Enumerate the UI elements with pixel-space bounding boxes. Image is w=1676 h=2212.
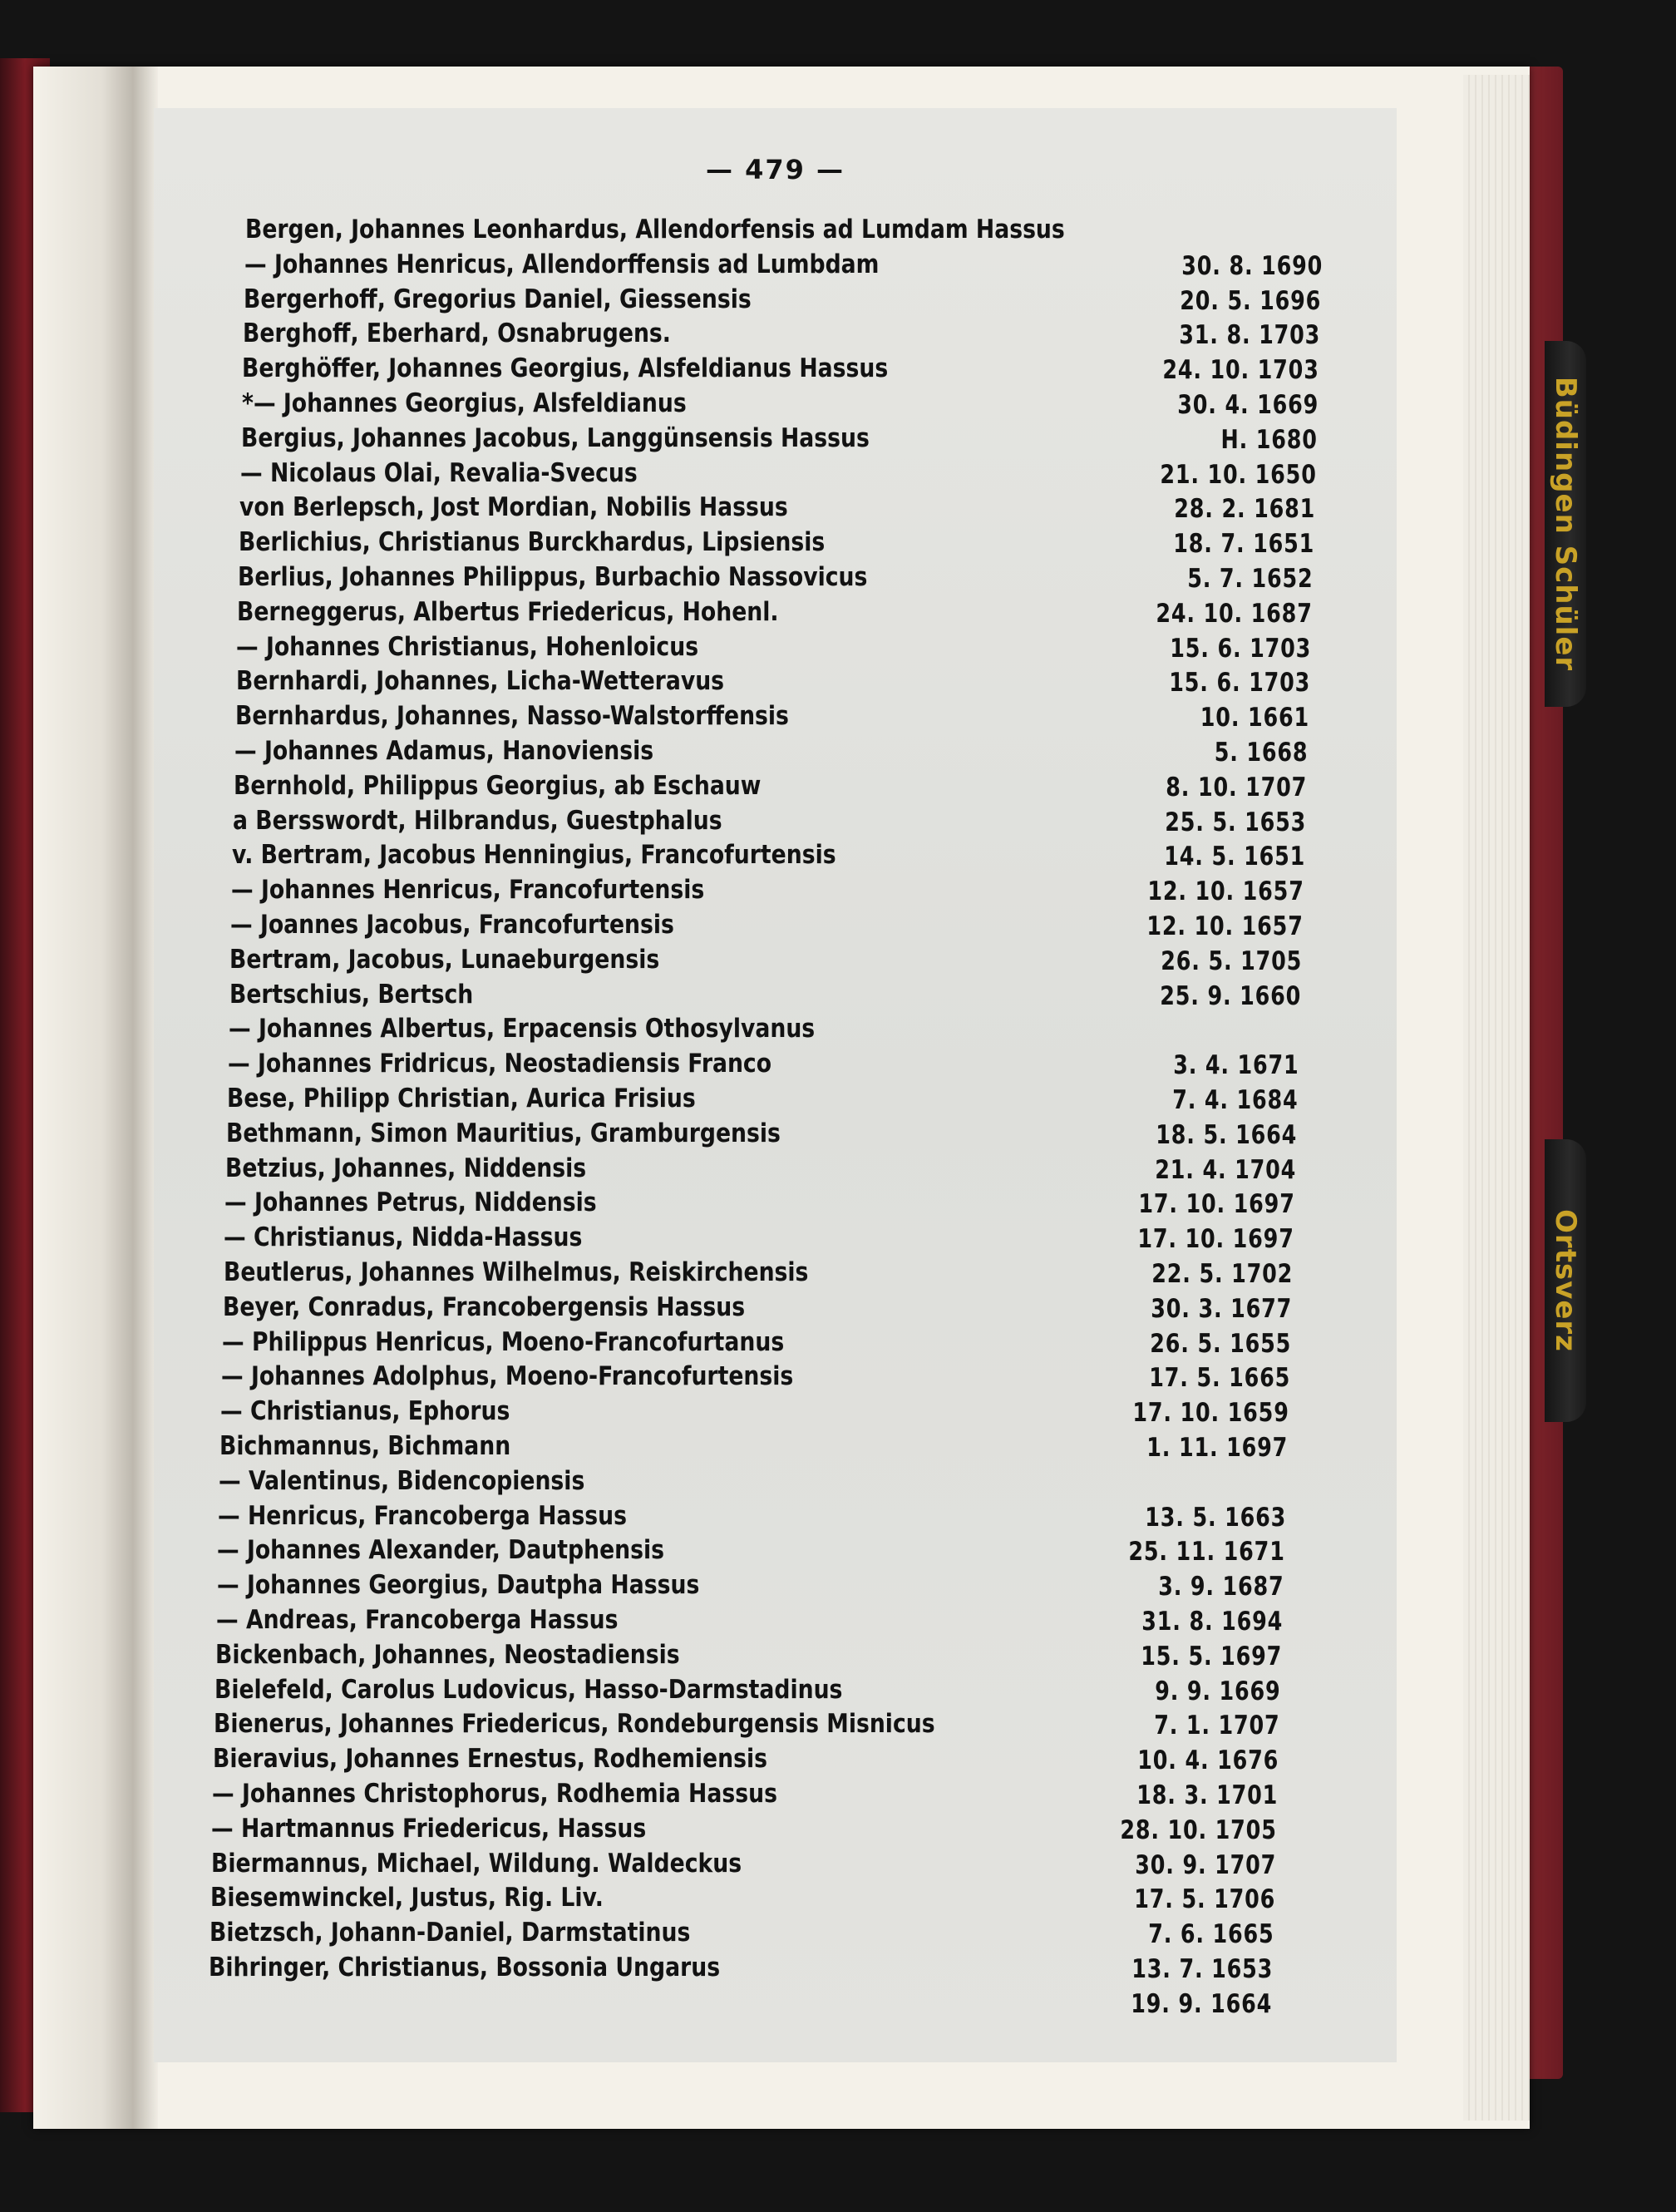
entry-row <box>209 1950 1273 1985</box>
entry-row <box>237 595 1312 630</box>
entry-row <box>236 630 1311 664</box>
entry-name: — Christianus, Nidda-Hassus <box>224 1222 583 1253</box>
entry-date: 18. 7. 1651 <box>1173 529 1315 560</box>
entry-row <box>215 1637 1282 1672</box>
entry-name: Bietzsch, Johann-Daniel, Darmstatinus <box>209 1918 691 1948</box>
entry-row <box>232 837 1305 872</box>
entry-date: 25. 9. 1660 <box>1160 980 1302 1011</box>
entry-date: 3. 9. 1687 <box>1158 1572 1284 1602</box>
entry-date: 30. 3. 1677 <box>1151 1293 1293 1324</box>
entry-name: Berneggerus, Albertus Friedericus, Hohenl. <box>237 596 779 627</box>
entry-name: — Johannes Henricus, Francofurtensis <box>231 875 705 906</box>
entry-row <box>230 907 1303 942</box>
entry-date: 25. 11. 1671 <box>1128 1537 1285 1568</box>
entry-date: 7. 6. 1665 <box>1148 1919 1274 1950</box>
entry-row <box>243 316 1320 351</box>
entry-row <box>233 803 1306 838</box>
entry-date: H. 1680 <box>1220 424 1318 455</box>
entry-row <box>242 386 1319 421</box>
entry-name: — Andreas, Francoberga Hassus <box>215 1605 619 1635</box>
entry-row <box>214 1672 1281 1707</box>
entry-name: Berghöffer, Johannes Georgius, Alsfeldianus Hassus <box>242 353 889 384</box>
entry-row <box>236 664 1311 699</box>
entry-row <box>210 1880 1275 1915</box>
entry-name: a Bersswordt, Hilbrandus, Guestphalus <box>233 805 722 836</box>
index-tab-ortsverz-label: Ortsverz <box>1549 1209 1582 1352</box>
entry-name: — Philippus Henricus, Moeno-Francofurtanus <box>221 1326 784 1357</box>
entry-name: Berghoff, Eberhard, Osnabrugens. <box>243 318 672 349</box>
entry-row <box>216 1602 1284 1637</box>
entry-date: 30. 8. 1690 <box>1181 250 1323 281</box>
entry-name: — Johannes Fridricus, Neostadiensis Franco <box>227 1049 771 1079</box>
entry-row <box>212 1776 1278 1811</box>
entry-date: 28. 2. 1681 <box>1174 494 1316 525</box>
entry-name: Bickenbach, Johannes, Neostadiensis <box>214 1639 680 1670</box>
entry-date: 10. 1661 <box>1200 703 1309 733</box>
entry-row <box>217 1533 1284 1568</box>
entry-date: 1. 11. 1697 <box>1146 1433 1289 1463</box>
entry-row <box>213 1741 1279 1776</box>
entry-name: — Johannes Adolphus, Moeno-Francofurtensis <box>220 1361 794 1392</box>
entry-name: Bienerus, Johannes Friedericus, Rondeburgensis Misnicus <box>214 1709 935 1740</box>
entry-date: 14. 5. 1651 <box>1164 842 1306 872</box>
entry-date: 24. 10. 1687 <box>1156 598 1313 629</box>
entry-row <box>224 1220 1294 1255</box>
entry-row <box>242 351 1319 386</box>
entry-date: 24. 10. 1703 <box>1162 355 1320 386</box>
entry-name: — Johannes Alexander, Dautphensis <box>217 1535 665 1566</box>
entry-name: — Johannes Henricus, Allendorffensis ad Lumbdam <box>244 249 880 279</box>
entry-row <box>210 1915 1274 1950</box>
entry-row <box>208 1985 1272 2020</box>
entry-name: v. Bertram, Jacobus Henningius, Francofurtensis <box>232 840 836 871</box>
entry-name: — Johannes Adamus, Hanoviensis <box>234 736 653 766</box>
entry-name: Bergius, Johannes Jacobus, Langgünsensis Hassus <box>240 422 870 453</box>
page-edge <box>1463 75 1530 2121</box>
entry-date: 3. 4. 1671 <box>1173 1050 1299 1081</box>
entry-name: Bertschius, Bertsch <box>229 979 473 1010</box>
entry-date: 17. 10. 1659 <box>1132 1398 1289 1429</box>
entry-row <box>229 942 1302 977</box>
entry-date: 30. 4. 1669 <box>1177 390 1319 420</box>
entry-name: Bieravius, Johannes Ernestus, Rodhemiensis <box>213 1744 768 1775</box>
entry-name: — Henricus, Francoberga Hassus <box>218 1500 628 1531</box>
entry-name: *— Johannes Georgius, Alsfeldianus <box>241 388 687 418</box>
entry-name: Bihringer, Christianus, Bossonia Ungarus <box>208 1953 720 1982</box>
entry-row <box>218 1499 1286 1533</box>
entry-name: Bergerhoff, Gregorius Daniel, Giessensis <box>244 284 752 314</box>
entry-row <box>228 1046 1299 1081</box>
entry-row <box>239 525 1314 560</box>
entry-row <box>214 1706 1280 1741</box>
entry-name: — Johannes Christophorus, Rodhemia Hassus <box>212 1779 778 1809</box>
entry-name: — Christianus, Ephorus <box>220 1396 510 1427</box>
entry-date: 15. 6. 1703 <box>1169 668 1311 699</box>
entry-row <box>231 872 1304 907</box>
entry-date: 26. 5. 1705 <box>1161 946 1303 976</box>
entry-name: Bernhold, Philippus Georgius, ab Eschauw <box>233 770 762 801</box>
index-tab-schueler[interactable] <box>1545 341 1586 707</box>
entry-date: 17. 5. 1665 <box>1149 1363 1290 1394</box>
entry-row <box>224 1255 1294 1290</box>
entry-date: 17. 5. 1706 <box>1133 1884 1275 1915</box>
entry-row <box>217 1568 1284 1602</box>
entry-date: 15. 6. 1703 <box>1170 633 1312 664</box>
entry-name: von Berlepsch, Jost Mordian, Nobilis Hassus <box>239 492 788 523</box>
entry-date: 22. 5. 1702 <box>1151 1259 1294 1289</box>
entry-row <box>227 1081 1299 1116</box>
entry-date: 31. 8. 1694 <box>1141 1607 1284 1637</box>
entry-name: Bernhardus, Johannes, Nasso-Walstorffensis <box>234 701 789 732</box>
entry-date: 26. 5. 1655 <box>1150 1328 1292 1359</box>
entry-date: 13. 5. 1663 <box>1145 1502 1287 1533</box>
entry-date: 13. 7. 1653 <box>1131 1954 1274 1984</box>
entry-date: 25. 5. 1653 <box>1165 807 1307 837</box>
entry-date: 28. 10. 1705 <box>1120 1815 1278 1845</box>
entry-row <box>234 733 1309 768</box>
entry-row <box>226 1116 1297 1151</box>
entry-row <box>222 1325 1291 1360</box>
entry-row <box>245 212 1324 247</box>
entry-date: 7. 4. 1684 <box>1172 1085 1299 1115</box>
entry-date: 31. 8. 1703 <box>1179 320 1321 351</box>
entry-row <box>225 1151 1296 1186</box>
entry-name: — Valentinus, Bidencopiensis <box>219 1465 585 1496</box>
entry-date: 30. 9. 1707 <box>1135 1849 1276 1880</box>
entry-row <box>224 1185 1295 1220</box>
entry-name: — Nicolaus Olai, Revalia-Svecus <box>239 457 638 488</box>
entry-date: 8. 10. 1707 <box>1166 772 1308 802</box>
entry-name: — Johannes Petrus, Niddensis <box>224 1187 597 1218</box>
entry-date: 10. 4. 1676 <box>1137 1745 1279 1776</box>
entry-name: — Hartmannus Friedericus, Hassus <box>211 1813 647 1844</box>
entry-name: — Johannes Albertus, Erpacensis Othosylvanus <box>228 1014 815 1044</box>
entry-name: Berlichius, Christianus Burckhardus, Lipsiensis <box>239 527 826 558</box>
entry-name: — Johannes Georgius, Dautpha Hassus <box>216 1570 699 1601</box>
entry-date: 17. 10. 1697 <box>1138 1189 1295 1220</box>
entry-date: 15. 5. 1697 <box>1141 1641 1283 1671</box>
entry-row <box>241 421 1318 456</box>
entry-row <box>240 456 1317 491</box>
entry-row <box>234 768 1308 803</box>
entry-date: 9. 9. 1669 <box>1155 1676 1281 1706</box>
entry-name: Betzius, Johannes, Niddensis <box>225 1153 587 1183</box>
entry-date: 19. 9. 1664 <box>1131 1988 1272 2019</box>
entry-row <box>223 1290 1293 1325</box>
entry-date: 21. 4. 1704 <box>1155 1154 1297 1185</box>
page-number: — 479 — <box>705 154 845 185</box>
entry-name: Bielefeld, Carolus Ludovicus, Hasso-Darmstadinus <box>214 1674 843 1705</box>
entry-date: 18. 3. 1701 <box>1136 1780 1279 1810</box>
entry-row <box>211 1811 1277 1846</box>
book-gutter <box>33 67 158 2129</box>
entry-name: Beyer, Conradus, Francobergensis Hassus <box>222 1291 745 1322</box>
entry-row <box>219 1464 1287 1499</box>
entry-date: 12. 10. 1657 <box>1146 911 1304 941</box>
entry-date: 18. 5. 1664 <box>1156 1119 1298 1150</box>
entry-row <box>229 977 1302 1012</box>
entry-row <box>221 1359 1290 1394</box>
entry-date: 21. 10. 1650 <box>1160 459 1317 490</box>
entry-name: Biesemwinckel, Justus, Rig. Liv. <box>210 1883 604 1913</box>
entry-name: Bertram, Jacobus, Lunaeburgensis <box>229 944 660 975</box>
index-tab-ortsverz[interactable] <box>1545 1139 1586 1422</box>
entry-name: Berlius, Johannes Philippus, Burbachio Nassovicus <box>238 562 868 592</box>
entry-date: 5. 1668 <box>1215 738 1309 768</box>
entry-row <box>220 1394 1289 1429</box>
entry-row <box>229 1011 1300 1046</box>
entry-row <box>244 247 1323 282</box>
entry-date: 12. 10. 1657 <box>1147 876 1304 907</box>
entry-row <box>238 560 1314 595</box>
entry-date: 7. 1. 1707 <box>1154 1711 1280 1741</box>
entry-row <box>235 699 1309 733</box>
entry-date: 20. 5. 1696 <box>1180 285 1322 316</box>
entry-row <box>219 1429 1288 1464</box>
entry-name: Bernhardi, Johannes, Licha-Wetteravus <box>235 666 724 697</box>
entry-date: 5. 7. 1652 <box>1187 564 1314 594</box>
entry-name: Bese, Philipp Christian, Aurica Frisius <box>226 1084 696 1113</box>
entry-name: Bethmann, Simon Mauritius, Gramburgensis <box>226 1118 781 1148</box>
entry-row <box>211 1846 1276 1881</box>
entry-name: Bichmannus, Bichmann <box>219 1431 511 1461</box>
entry-name: — Johannes Christianus, Hohenloicus <box>236 631 699 662</box>
entry-name: — Joannes Jacobus, Francofurtensis <box>230 910 675 940</box>
index-tab-schueler-label: Büdingen Schüler <box>1549 376 1582 672</box>
entry-date: 17. 10. 1697 <box>1137 1224 1294 1255</box>
entry-row <box>244 282 1321 317</box>
document-plate <box>154 108 1397 2062</box>
entry-row <box>239 490 1315 525</box>
entry-name: Bergen, Johannes Leonhardus, Allendorfensis ad Lumdam Hassus <box>245 215 1065 244</box>
entry-name: Biermannus, Michael, Wildung. Waldeckus <box>210 1848 742 1879</box>
entry-name: Beutlerus, Johannes Wilhelmus, Reiskirchensis <box>223 1257 808 1287</box>
